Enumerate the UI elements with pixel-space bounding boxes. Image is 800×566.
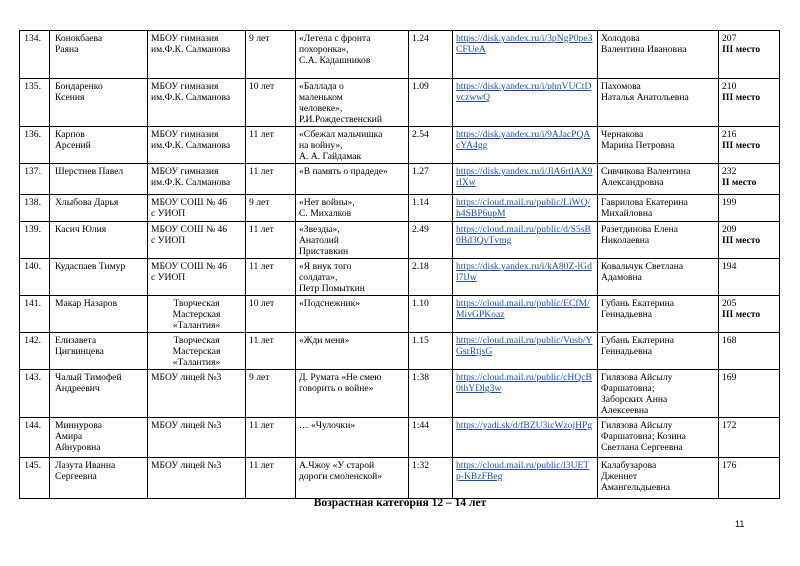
table-row — [20, 418, 780, 458]
table-row — [20, 222, 780, 259]
video-link-cell — [453, 418, 598, 458]
table-row — [20, 31, 780, 79]
video-link-cell — [453, 370, 598, 418]
participant-name — [50, 164, 148, 195]
row-number: 137. — [20, 164, 50, 195]
school-line: с УИОП — [151, 235, 186, 246]
video-link[interactable]: https://cloud.mail.ru/public/Vusb/YGsrRtjsG — [456, 335, 593, 357]
work-title — [296, 296, 409, 333]
teacher-line: Чернакова — [601, 129, 644, 140]
duration: 1.24 — [409, 31, 453, 79]
teacher-line: Алексеевна — [601, 405, 649, 416]
work-title-line: С. Михалков — [299, 208, 352, 219]
score-place — [719, 418, 780, 458]
duration: 2.18 — [409, 259, 453, 296]
score: 232 — [722, 166, 737, 177]
school — [148, 418, 246, 458]
score-place — [719, 370, 780, 418]
place-label: III место — [722, 44, 761, 55]
work-title-line: говорить о войне» — [299, 383, 374, 394]
participant-name — [50, 127, 148, 164]
teacher — [598, 370, 719, 418]
work-title-line: «Подснежник» — [299, 298, 361, 309]
work-title-line: Р.И.Рождественский — [299, 114, 383, 125]
work-title-line: … «Чулочки» — [299, 420, 356, 431]
score-place — [719, 79, 780, 127]
school-line: МБОУ гимназия — [151, 129, 219, 140]
participant-name-line: Касич Юлия — [55, 224, 107, 235]
table-row — [20, 164, 780, 195]
video-link[interactable]: https://disk.yandex.ru/i/phnVUCtDvczwwQ — [456, 81, 592, 103]
school — [148, 195, 246, 222]
duration: 2.49 — [409, 222, 453, 259]
teacher-line: Фаршатовна; — [601, 383, 655, 394]
teacher-line: Заборских Анна — [601, 394, 668, 405]
teacher-line: Адамовна — [601, 272, 642, 283]
score: 210 — [722, 81, 737, 92]
teacher — [598, 296, 719, 333]
participant-name — [50, 333, 148, 370]
work-title-line: «Я внук того — [299, 261, 352, 272]
school — [148, 370, 246, 418]
teacher — [598, 31, 719, 79]
row-number: 145. — [20, 458, 50, 499]
participant-name — [50, 418, 148, 458]
teacher-line: Геннадьевна — [601, 309, 653, 320]
duration: 1.27 — [409, 164, 453, 195]
school-line: МБОУ лицей №3 — [151, 372, 222, 383]
age: 10 лет — [246, 296, 296, 333]
school — [148, 164, 246, 195]
participant-name — [50, 31, 148, 79]
duration: 1.09 — [409, 79, 453, 127]
school — [148, 259, 246, 296]
school-line: МБОУ гимназия — [151, 166, 219, 177]
table-row — [20, 296, 780, 333]
teacher — [598, 195, 719, 222]
duration: 1.14 — [409, 195, 453, 222]
teacher-line: Гилязова Айсылу — [601, 420, 673, 431]
participant-name-line: Конокбаева — [55, 33, 103, 44]
score: 207 — [722, 33, 737, 44]
school-line: МБОУ гимназия — [151, 81, 219, 92]
age: 11 лет — [246, 164, 296, 195]
video-link-cell — [453, 296, 598, 333]
school — [148, 31, 246, 79]
school — [148, 296, 246, 333]
participant-name-line: Миннурова — [55, 420, 102, 431]
row-number: 144. — [20, 418, 50, 458]
work-title — [296, 31, 409, 79]
row-number: 139. — [20, 222, 50, 259]
teacher-line: Дженнет — [601, 471, 638, 482]
age: 10 лет — [246, 79, 296, 127]
work-title-line: «Сбежал мальчишка — [299, 129, 383, 140]
work-title-line: дороги смоленской» — [299, 471, 383, 482]
participant-name-line: Арсений — [55, 140, 91, 151]
video-link-cell — [453, 195, 598, 222]
age: 11 лет — [246, 259, 296, 296]
video-link[interactable]: https://cloud.mail.ru/public/LiWQ/h4SBP6upM — [456, 197, 591, 219]
row-number: 134. — [20, 31, 50, 79]
work-title — [296, 222, 409, 259]
participant-name — [50, 296, 148, 333]
teacher-line: Холодова — [601, 33, 640, 44]
age: 11 лет — [246, 222, 296, 259]
work-title-line: «Баллада о — [299, 81, 344, 92]
teacher-line: Наталья Анатольевна — [601, 92, 689, 103]
work-title — [296, 127, 409, 164]
work-title-line: Анатолий — [299, 235, 339, 246]
score: 216 — [722, 129, 737, 140]
work-title-line: С.А. Кадашников — [299, 55, 371, 66]
teacher-line: Пахомова — [601, 81, 641, 92]
work-title-line: «Звезды», — [299, 224, 340, 235]
teacher-line: Амангельдыевна — [601, 482, 671, 493]
school-line: им.Ф.К. Салманова — [151, 44, 231, 55]
table-row — [20, 370, 780, 418]
teacher — [598, 418, 719, 458]
school-line: МБОУ лицей №3 — [151, 420, 222, 431]
video-link-cell — [453, 31, 598, 79]
teacher — [598, 222, 719, 259]
teacher-line: Марина Петровна — [601, 140, 675, 151]
teacher-line: Фаршатовна; Козина — [601, 431, 686, 442]
video-link-cell — [453, 127, 598, 164]
age: 9 лет — [246, 195, 296, 222]
school-line: им.Ф.К. Салманова — [151, 177, 231, 188]
participant-name-line: Андреевич — [55, 383, 100, 394]
table-row — [20, 333, 780, 370]
teacher-line: Разетдинова Елена — [601, 224, 679, 235]
teacher — [598, 79, 719, 127]
table-row — [20, 127, 780, 164]
work-title-line: на войну», — [299, 140, 343, 151]
age: 9 лет — [246, 31, 296, 79]
participant-name-line: Карпов — [55, 129, 85, 140]
score-place — [719, 31, 780, 79]
score: 172 — [722, 420, 737, 431]
score: 199 — [722, 197, 737, 208]
participant-name-line: Бондаренко — [55, 81, 103, 92]
work-title — [296, 418, 409, 458]
school-line: Творческая — [173, 335, 220, 346]
duration: 1:38 — [409, 370, 453, 418]
duration: 1.10 — [409, 296, 453, 333]
participant-name-line: Раяна — [55, 44, 79, 55]
duration: 1:32 — [409, 458, 453, 499]
work-title — [296, 458, 409, 499]
place-label: III место — [722, 92, 761, 103]
school-line: МБОУ СОШ № 46 — [151, 224, 228, 235]
work-title — [296, 333, 409, 370]
score: 194 — [722, 261, 737, 272]
work-title-line: «В память о прадеде» — [299, 166, 388, 177]
score-place — [719, 222, 780, 259]
school-line: им.Ф.К. Салманова — [151, 92, 231, 103]
participant-name-line: Чалый Тимофей — [55, 372, 122, 383]
page-number: 11 — [735, 519, 745, 529]
place-label: III место — [722, 140, 761, 151]
school-line: Мастерская — [172, 309, 221, 320]
score-place — [719, 195, 780, 222]
work-title — [296, 259, 409, 296]
teacher-line: Сивчикова Валентина — [601, 166, 691, 177]
teacher — [598, 333, 719, 370]
school — [148, 79, 246, 127]
school-line: МБОУ лицей №3 — [151, 460, 222, 471]
teacher — [598, 458, 719, 499]
row-number: 142. — [20, 333, 50, 370]
video-link-cell — [453, 458, 598, 499]
work-title-line: маленьком — [299, 92, 343, 103]
work-title — [296, 79, 409, 127]
score-place — [719, 458, 780, 499]
school — [148, 127, 246, 164]
age: 9 лет — [246, 370, 296, 418]
table-row — [20, 259, 780, 296]
row-number: 135. — [20, 79, 50, 127]
participant-name — [50, 222, 148, 259]
score: 205 — [722, 298, 737, 309]
participant-name-line: Макар Назаров — [55, 298, 118, 309]
row-number: 138. — [20, 195, 50, 222]
table-row — [20, 79, 780, 127]
work-title-line: «Жди меня» — [299, 335, 350, 346]
teacher-line: Геннадьевна — [601, 346, 653, 357]
school-line: «Талантия» — [172, 357, 221, 368]
age: 11 лет — [246, 458, 296, 499]
school-line: МБОУ СОШ № 46 — [151, 197, 228, 208]
school — [148, 458, 246, 499]
teacher-line: Ковальчук Светлана — [601, 261, 684, 272]
work-title — [296, 164, 409, 195]
work-title-line: Петр Помыткин — [299, 283, 365, 294]
teacher — [598, 164, 719, 195]
work-title-line: Д. Румата «Не смею — [299, 372, 382, 383]
row-number: 136. — [20, 127, 50, 164]
teacher-line: Калабузарова — [601, 460, 657, 471]
participant-name-line: Цигвинцева — [55, 346, 104, 357]
duration: 1.15 — [409, 333, 453, 370]
place-label: II место — [722, 177, 757, 188]
score-place — [719, 164, 780, 195]
teacher-line: Губань Екатерина — [601, 335, 675, 346]
score-place — [719, 333, 780, 370]
school-line: Мастерская — [172, 346, 221, 357]
video-link[interactable]: https://cloud.mail.ru/public/l3UETp-KBzFBeg — [456, 460, 590, 482]
work-title-line: «Нет войны», — [299, 197, 355, 208]
video-link-cell — [453, 259, 598, 296]
score-place — [719, 296, 780, 333]
participant-name-line: Елизавета — [55, 335, 97, 346]
school-line: с УИОП — [151, 272, 186, 283]
school-line: МБОУ СОШ № 46 — [151, 261, 228, 272]
work-title — [296, 195, 409, 222]
teacher-line: Александровна — [601, 177, 664, 188]
video-link[interactable]: https://disk.yandex.ru/i/9AJacPQAcYA4gg — [456, 129, 591, 151]
score: 176 — [722, 460, 737, 471]
teacher-line: Гилязова Айсылу — [601, 372, 673, 383]
work-title-line: Приставкин — [299, 246, 349, 257]
row-number: 141. — [20, 296, 50, 333]
work-title-line: солдата», — [299, 272, 338, 283]
age: 11 лет — [246, 127, 296, 164]
video-link[interactable]: https://disk.yandex.ru/i/JlA6rtlAX9rlXw — [456, 166, 593, 188]
score-place — [719, 259, 780, 296]
video-link[interactable]: https://cloud.mail.ru/public/d/S5sB0Bd3QvTvmg — [456, 224, 591, 246]
video-link-cell — [453, 222, 598, 259]
teacher-line: Гаврилова Екатерина — [601, 197, 688, 208]
teacher-line: Михайловна — [601, 208, 653, 219]
school-line: МБОУ гимназия — [151, 33, 219, 44]
work-title-line: А. А. Гайдамак — [299, 151, 362, 162]
participant-name-line: Сергеевна — [55, 471, 97, 482]
table-row — [20, 195, 780, 222]
work-title — [296, 370, 409, 418]
video-link-cell — [453, 164, 598, 195]
participant-name-line: Лазута Иванна — [55, 460, 116, 471]
school-line: с УИОП — [151, 208, 186, 219]
video-link-cell — [453, 79, 598, 127]
score: 168 — [722, 335, 737, 346]
age: 11 лет — [246, 418, 296, 458]
work-title-line: похоронка», — [299, 44, 349, 55]
school-line: им.Ф.К. Салманова — [151, 140, 231, 151]
score: 209 — [722, 224, 737, 235]
school — [148, 333, 246, 370]
participant-name — [50, 195, 148, 222]
participant-name — [50, 458, 148, 499]
teacher-line: Губань Екатерина — [601, 298, 675, 309]
video-link[interactable]: https://cloud.mail.ru/public/ECfM/MivGPKoaz — [456, 298, 590, 320]
teacher-line: Светлана Сергеевна — [601, 442, 683, 453]
teacher — [598, 259, 719, 296]
table-row — [20, 458, 780, 499]
teacher-line: Валентина Ивановна — [601, 44, 687, 55]
place-label: III место — [722, 309, 761, 320]
video-link[interactable]: https://cloud.mail.ru/public/cHQcB0thYDlg3w — [456, 372, 592, 394]
video-link[interactable]: https://disk.yandex.ru/i/kA80Z-lGdl7lJw — [456, 261, 592, 283]
participant-name-line: Хлыбова Дарья — [55, 197, 119, 208]
work-title-line: «Летела с фронта — [299, 33, 371, 44]
duration: 2.54 — [409, 127, 453, 164]
participant-name — [50, 79, 148, 127]
participant-name — [50, 259, 148, 296]
row-number: 143. — [20, 370, 50, 418]
school-line: Творческая — [173, 298, 220, 309]
age: 11 лет — [246, 333, 296, 370]
row-number: 140. — [20, 259, 50, 296]
results-table — [19, 30, 780, 499]
school-line: «Талантия» — [172, 320, 221, 331]
duration: 1:44 — [409, 418, 453, 458]
video-link[interactable]: https://yadi.sk/d/fBZU3icWzojHPg — [456, 420, 593, 431]
score-place — [719, 127, 780, 164]
work-title-line: человеке», — [299, 103, 343, 114]
teacher-line: Николаевна — [601, 235, 650, 246]
school — [148, 222, 246, 259]
participant-name-line: Айнуровна — [55, 442, 101, 453]
score: 169 — [722, 372, 737, 383]
participant-name-line: Кудаспаев Тимур — [55, 261, 126, 272]
work-title-line: А.Чжоу «У старой — [299, 460, 375, 471]
teacher — [598, 127, 719, 164]
participant-name — [50, 370, 148, 418]
participant-name-line: Шерстнев Павел — [55, 166, 124, 177]
age-category-title: Возрастная категория 12 – 14 лет — [313, 497, 487, 509]
participant-name-line: Ксения — [55, 92, 85, 103]
video-link-cell — [453, 333, 598, 370]
video-link[interactable]: https://disk.yandex.ru/i/3pNgP0pe3CFUeA — [456, 33, 593, 55]
place-label: III место — [722, 235, 761, 246]
participant-name-line: Амира — [55, 431, 83, 442]
